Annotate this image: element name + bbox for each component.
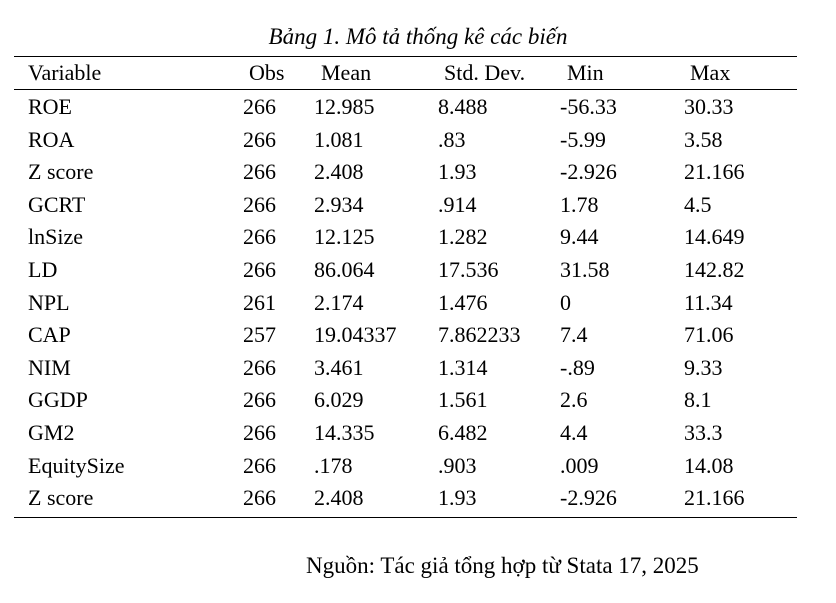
table-row: [0, 125, 836, 155]
cell-variable: NPL: [28, 289, 70, 315]
cell-max: 14.08: [684, 452, 734, 478]
table-row: [0, 451, 836, 481]
header-std-dev: Std. Dev.: [444, 60, 526, 85]
cell-mean: 12.985: [314, 94, 375, 119]
cell-max: 21.166: [684, 485, 745, 511]
cell-min: -5.99: [560, 126, 606, 152]
cell-min: .009: [560, 452, 599, 478]
cell-std-dev: 6.482: [438, 420, 488, 445]
cell-std-dev: .83: [438, 126, 466, 152]
cell-min: 0: [560, 289, 571, 315]
cell-obs: 266: [243, 387, 276, 413]
cell-std-dev: 1.93: [438, 159, 477, 185]
cell-obs: 266: [243, 354, 276, 380]
cell-mean: 1.081: [314, 126, 364, 152]
table-row: [0, 255, 836, 285]
cell-std-dev: 7.862233: [438, 322, 521, 348]
cell-std-dev: .914: [438, 191, 477, 217]
cell-variable: GCRT: [28, 191, 86, 217]
cell-variable: ROA: [28, 126, 75, 152]
cell-variable: GGDP: [28, 387, 88, 413]
header-variable: Variable: [28, 60, 102, 85]
cell-obs: 266: [243, 485, 276, 511]
cell-mean: 2.174: [314, 289, 364, 315]
table-row: [0, 320, 836, 350]
cell-mean: 3.461: [314, 354, 364, 380]
cell-mean: 14.335: [314, 420, 375, 445]
cell-obs: 266: [243, 191, 276, 217]
table-row: [0, 288, 836, 318]
cell-min: 1.78: [560, 191, 599, 217]
source-note: Nguồn: Tác giả tổng hợp từ Stata 17, 2025: [306, 553, 699, 578]
table-row: [0, 92, 836, 122]
cell-max: 11.34: [684, 289, 733, 315]
cell-max: 71.06: [684, 322, 734, 348]
cell-variable: Z score: [28, 159, 94, 185]
cell-mean: 6.029: [314, 387, 364, 413]
cell-obs: 266: [243, 420, 276, 445]
table-header-rule: [14, 89, 797, 90]
header-mean: Mean: [321, 60, 372, 85]
table-top-rule: [14, 56, 797, 57]
cell-min: 4.4: [560, 420, 588, 445]
cell-max: 142.82: [684, 257, 745, 282]
cell-max: 30.33: [684, 94, 734, 119]
cell-variable: CAP: [28, 322, 71, 348]
cell-min: 31.58: [560, 257, 610, 282]
cell-std-dev: 1.561: [438, 387, 488, 413]
table-row: [0, 222, 836, 252]
cell-mean: 2.408: [314, 159, 364, 185]
cell-obs: 261: [243, 289, 276, 315]
cell-min: -2.926: [560, 159, 617, 185]
cell-obs: 266: [243, 94, 276, 119]
cell-std-dev: .903: [438, 452, 477, 478]
cell-max: 3.58: [684, 126, 723, 152]
cell-std-dev: 1.93: [438, 485, 477, 511]
table-row: [0, 418, 836, 448]
cell-min: -2.926: [560, 485, 617, 511]
cell-min: 9.44: [560, 224, 599, 250]
table-row: [0, 353, 836, 383]
table-row: [0, 190, 836, 220]
cell-std-dev: 1.282: [438, 224, 488, 250]
table-row: [0, 157, 836, 187]
cell-obs: 266: [243, 159, 276, 185]
cell-variable: EquitySize: [28, 452, 125, 478]
cell-mean: 2.408: [314, 485, 364, 511]
cell-max: 9.33: [684, 354, 723, 380]
cell-variable: Z score: [28, 485, 94, 511]
cell-variable: lnSize: [28, 224, 83, 250]
cell-variable: LD: [28, 257, 58, 282]
cell-max: 4.5: [684, 191, 712, 217]
cell-obs: 266: [243, 126, 276, 152]
cell-std-dev: 8.488: [438, 94, 488, 119]
cell-mean: 19.04337: [314, 322, 397, 348]
header-min: Min: [567, 60, 604, 85]
cell-min: -56.33: [560, 94, 617, 119]
cell-min: 2.6: [560, 387, 588, 413]
header-obs: Obs: [249, 60, 285, 85]
cell-variable: ROE: [28, 94, 72, 119]
table-header-row: [0, 58, 836, 88]
table-bottom-rule: [14, 517, 797, 518]
cell-mean: 2.934: [314, 191, 364, 217]
table-caption: Bảng 1. Mô tả thống kê các biến: [268, 24, 568, 49]
cell-min: -.89: [560, 354, 595, 380]
cell-obs: 266: [243, 452, 276, 478]
cell-variable: GM2: [28, 420, 75, 445]
cell-std-dev: 1.314: [438, 354, 488, 380]
cell-max: 33.3: [684, 420, 723, 445]
table-row: [0, 483, 836, 513]
cell-min: 7.4: [560, 322, 588, 348]
cell-obs: 266: [243, 224, 276, 250]
cell-variable: NIM: [28, 354, 71, 380]
cell-max: 14.649: [684, 224, 745, 250]
cell-max: 21.166: [684, 159, 745, 185]
cell-mean: 12.125: [314, 224, 375, 250]
table-row: [0, 385, 836, 415]
cell-mean: 86.064: [314, 257, 375, 282]
cell-std-dev: 1.476: [438, 289, 488, 315]
cell-obs: 266: [243, 257, 276, 282]
cell-std-dev: 17.536: [438, 257, 499, 282]
cell-max: 8.1: [684, 387, 712, 413]
cell-mean: .178: [314, 452, 353, 478]
cell-obs: 257: [243, 322, 276, 348]
header-max: Max: [690, 60, 731, 85]
